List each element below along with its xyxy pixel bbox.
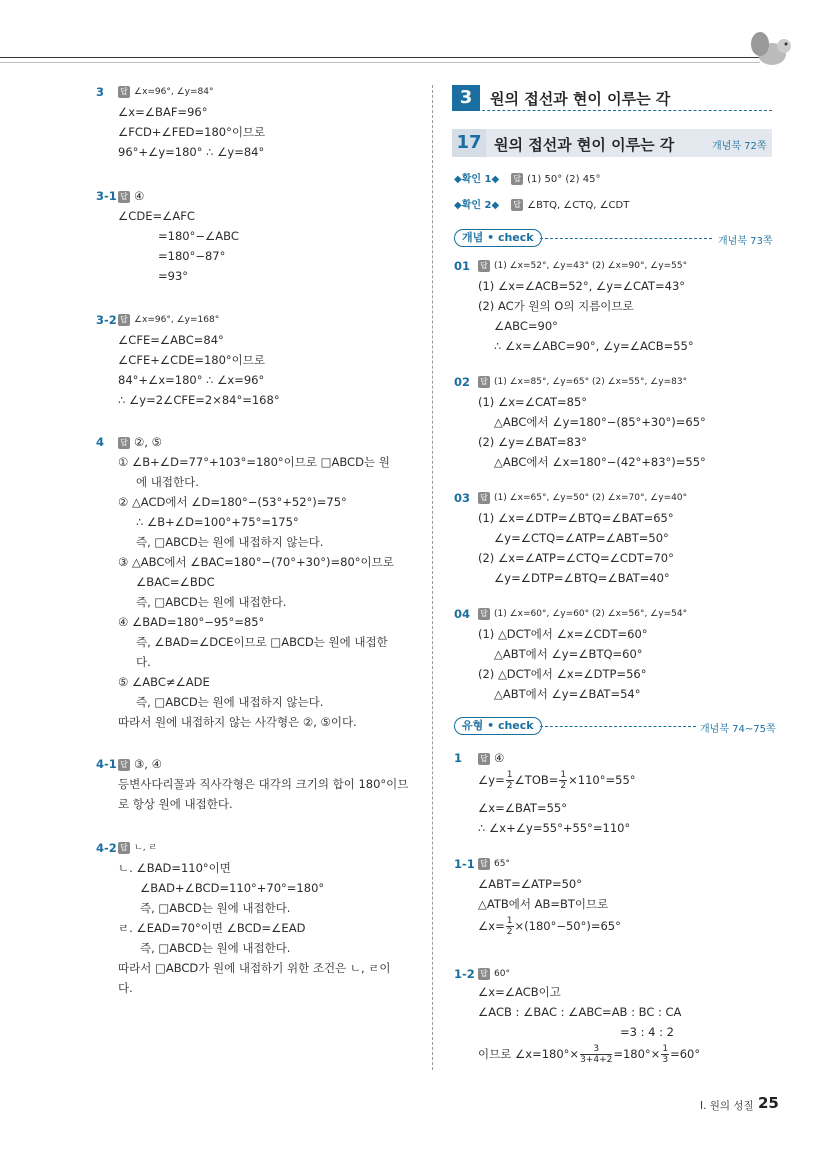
line-text: ∠y=∠DTP=∠BTQ=∠BAT=40° <box>494 571 670 585</box>
column-divider <box>432 85 434 1070</box>
left-text-line <box>118 372 264 388</box>
line-text: 즉, □ABCD는 원에 내접한다. <box>136 595 287 609</box>
left-text-line <box>140 900 290 916</box>
left-text-line <box>140 940 290 956</box>
confirm-text: ∠BTQ, ∠CTQ, ∠CDT <box>527 200 630 211</box>
left-text-line <box>118 392 280 408</box>
left-problem-number <box>96 84 104 100</box>
line-text: (2) AC가 원의 O의 지름이므로 <box>478 299 634 313</box>
left-text-line <box>118 674 210 690</box>
line-text: △ATB에서 AB=BT이므로 <box>478 897 609 911</box>
line-text: 60° <box>494 969 510 979</box>
concept-check-rule <box>540 238 712 240</box>
left-text-line <box>136 534 323 550</box>
section-title: 원의 접선과 현이 이루는 각 <box>490 90 671 108</box>
type-check-rule <box>540 726 696 728</box>
right-text-line <box>478 856 510 872</box>
answer-badge-icon: 답 <box>118 86 130 98</box>
left-text-line <box>118 860 231 876</box>
line-text: ㄴ, ㄹ <box>134 843 158 853</box>
left-text-line <box>118 144 264 160</box>
left-text-line <box>136 574 215 590</box>
line-text: (1) ∠x=65°, ∠y=50° (2) ∠x=70°, ∠y=40° <box>494 493 688 503</box>
line-text: △ABT에서 ∠y=∠BTQ=60° <box>494 647 643 661</box>
right-text-line <box>478 374 687 390</box>
concept-check-label: 개념 • check <box>454 229 542 247</box>
line-text: 다. <box>118 981 133 995</box>
answer-badge-icon: 답 <box>478 376 490 388</box>
line-text: (1) ∠x=52°, ∠y=43° (2) ∠x=90°, ∠y=55° <box>494 261 688 271</box>
type-check-ref: 개념북 74~75쪽 <box>700 724 776 735</box>
left-problem-number <box>96 840 117 856</box>
right-text-line <box>478 666 646 682</box>
topic-ref: 개념북 72쪽 <box>712 141 767 152</box>
line-text: =180°−87° <box>158 249 226 263</box>
line-text: ② △ACD에서 ∠D=180°−(53°+52°)=75° <box>118 495 347 509</box>
right-problem-number <box>454 966 475 982</box>
answer-badge-icon: 답 <box>478 968 490 980</box>
line-text: ③ △ABC에서 ∠BAC=180°−(70°+30°)=80°이므로 <box>118 555 394 569</box>
confirm-label: ◆확인 1◆ <box>454 174 500 185</box>
right-text-line <box>478 750 504 766</box>
left-text-line <box>118 796 233 812</box>
answer-badge-icon: 답 <box>478 260 490 272</box>
right-problem-number <box>454 374 470 390</box>
line-text: (1) ∠x=60°, ∠y=60° (2) ∠x=56°, ∠y=54° <box>494 609 688 619</box>
squirrel-icon <box>742 30 800 70</box>
line-text: ∴ ∠x+∠y=55°+55°=110° <box>478 821 631 835</box>
line-text: ④ ∠BAD=180°−95°=85° <box>118 615 265 629</box>
answer-badge-icon: 답 <box>511 199 523 211</box>
right-problem-number <box>454 750 462 766</box>
line-text: 다. <box>136 655 151 669</box>
topic-number: 17 <box>452 129 486 157</box>
line-text: ∠y=∠CTQ=∠ATP=∠ABT=50° <box>494 531 669 545</box>
line-text: 즉, □ABCD는 원에 내접하지 않는다. <box>136 695 324 709</box>
answer-badge-icon: 답 <box>478 858 490 870</box>
left-text-line <box>118 352 265 368</box>
right-text-line <box>478 258 687 274</box>
line-text: 4 <box>96 435 105 449</box>
right-text-line <box>620 1024 674 1040</box>
line-text: ∴ ∠y=2∠CFE=2×84°=168° <box>118 393 280 407</box>
line-text: 에 내접한다. <box>136 475 199 489</box>
left-text-line <box>118 494 347 510</box>
answer-badge-icon: 답 <box>478 753 490 765</box>
line-text: 03 <box>454 491 471 505</box>
line-text: ④ <box>494 751 505 765</box>
concept-check-ref: 개념북 73쪽 <box>718 236 773 247</box>
fraction-line-last: 이므로 ∠x=180°× $\frac{3}{3+4+2}$ =180°× $\frac{1}{3}$ =60° <box>478 1044 701 1065</box>
line-text: ∠ACB : ∠BAC : ∠ABC=AB : BC : CA <box>478 1005 682 1019</box>
left-text-line <box>118 554 394 570</box>
line-text: △ABT에서 ∠y=∠BAT=54° <box>494 687 641 701</box>
line-text: ∠BAD+∠BCD=110°+70°=180° <box>140 881 325 895</box>
left-text-line <box>118 104 207 120</box>
left-text-line <box>118 960 391 976</box>
line-text: =180°−∠ABC <box>158 229 239 243</box>
section-underline <box>452 110 772 112</box>
line-text: ∠ABC=90° <box>494 319 558 333</box>
line-text: 1 <box>454 751 463 765</box>
line-text: ∠x=∠ACB이고 <box>478 985 561 999</box>
left-text-line <box>118 312 219 328</box>
line-text: ②, ⑤ <box>134 435 162 449</box>
left-text-line <box>118 124 265 140</box>
left-text-line <box>158 268 188 284</box>
line-text: (2) ∠y=∠BAT=83° <box>478 435 587 449</box>
line-text: (1) ∠x=∠DTP=∠BTQ=∠BAT=65° <box>478 511 674 525</box>
line-text: (2) △DCT에서 ∠x=∠DTP=56° <box>478 667 647 681</box>
left-text-line <box>136 514 299 530</box>
right-text-line <box>478 490 687 506</box>
left-text-line <box>136 634 388 650</box>
line-text: ∠BAC=∠BDC <box>136 575 215 589</box>
line-text: ∠ABT=∠ATP=50° <box>478 877 582 891</box>
line-text: 즉, □ABCD는 원에 내접한다. <box>140 901 291 915</box>
line-text: 3-2 <box>96 313 117 327</box>
left-text-line <box>118 208 195 224</box>
right-problem-number <box>454 856 475 872</box>
left-text-line <box>158 248 225 264</box>
line-text: ⑤ ∠ABC≠∠ADE <box>118 675 210 689</box>
right-text-line <box>494 318 558 334</box>
line-text: ∴ ∠B+∠D=100°+75°=175° <box>136 515 299 529</box>
line-text: 3 <box>96 85 105 99</box>
line-text: 04 <box>454 607 471 621</box>
right-text-line <box>478 278 685 294</box>
answer-badge-icon: 답 <box>478 608 490 620</box>
line-text: ∠CFE=∠ABC=84° <box>118 333 224 347</box>
left-text-line <box>136 694 323 710</box>
line-text: (1) ∠x=∠CAT=85° <box>478 395 588 409</box>
type-check-label: 유형 • check <box>454 717 542 735</box>
section-number: 3 <box>452 85 480 111</box>
line-text: 4-1 <box>96 757 117 771</box>
line-text: 1-1 <box>454 857 475 871</box>
header-rule <box>0 57 760 58</box>
line-text: ㄴ. ∠BAD=110°이면 <box>118 861 231 875</box>
confirm-row <box>454 196 629 214</box>
fraction-line-x11: ∠x= $\frac{1}{2}$ ×(180°−50°)=65° <box>478 916 621 937</box>
right-text-line <box>478 984 561 1000</box>
topic-title: 원의 접선과 현이 이루는 각 <box>494 136 675 154</box>
left-text-line <box>118 776 408 792</box>
line-text: (1) △DCT에서 ∠x=∠CDT=60° <box>478 627 648 641</box>
right-text-line <box>494 338 694 354</box>
footer-chapter: Ⅰ. 원의 성질 <box>700 1100 754 1112</box>
line-text: 즉, □ABCD는 원에 내접하지 않는다. <box>136 535 324 549</box>
line-text: 3-1 <box>96 189 117 203</box>
confirm-label: ◆확인 2◆ <box>454 200 500 211</box>
line-text: △ABC에서 ∠x=180°−(42°+83°)=55° <box>494 455 706 469</box>
right-text-line <box>478 394 587 410</box>
left-text-line <box>118 756 162 772</box>
line-text: ∠x=∠BAF=96° <box>118 105 208 119</box>
line-text: 96°+∠y=180° ∴ ∠y=84° <box>118 145 265 159</box>
right-text-line <box>494 570 670 586</box>
left-problem-number <box>96 312 117 328</box>
left-text-line <box>136 594 286 610</box>
line-text: ∠x=96°, ∠y=168° <box>134 315 220 325</box>
line-text: ① ∠B+∠D=77°+103°=180°이므로 □ABCD는 원 <box>118 455 390 469</box>
left-text-line <box>118 332 224 348</box>
answer-badge-icon: 답 <box>511 173 523 185</box>
right-text-line <box>478 434 587 450</box>
right-text-line <box>478 896 608 912</box>
answer-badge-icon: 답 <box>118 437 130 449</box>
line-text: 65° <box>494 859 510 869</box>
right-text-line <box>478 876 582 892</box>
right-text-line <box>478 626 648 642</box>
answer-badge-icon: 답 <box>118 842 130 854</box>
answer-badge-icon: 답 <box>478 492 490 504</box>
right-problem-number <box>454 490 470 506</box>
right-text-line <box>478 820 630 836</box>
line-text: ∠x=96°, ∠y=84° <box>134 87 214 97</box>
line-text: ㄹ. ∠EAD=70°이면 ∠BCD=∠EAD <box>118 921 306 935</box>
line-text: (2) ∠x=∠ATP=∠CTQ=∠CDT=70° <box>478 551 674 565</box>
right-text-line <box>494 646 643 662</box>
left-text-line <box>136 654 151 670</box>
line-text: 02 <box>454 375 471 389</box>
line-text: =3 : 4 : 2 <box>620 1025 674 1039</box>
left-text-line <box>136 474 199 490</box>
right-problem-number <box>454 258 470 274</box>
confirm-text: (1) 50° (2) 45° <box>527 174 601 185</box>
answer-badge-icon: 답 <box>118 191 130 203</box>
line-text: ③, ④ <box>134 757 162 771</box>
left-text-line <box>118 714 357 730</box>
left-text-line <box>118 840 157 856</box>
right-problem-number <box>454 606 470 622</box>
right-text-line <box>494 686 640 702</box>
fraction-line-ty: ∠y= $\frac{1}{2}$ ∠TOB= $\frac{1}{2}$ ×110°=55° <box>478 770 636 791</box>
line-text: 즉, □ABCD는 원에 내접한다. <box>140 941 291 955</box>
answer-badge-icon: 답 <box>118 314 130 326</box>
left-problem-number <box>96 756 117 772</box>
left-text-line <box>118 434 162 450</box>
line-text: ∠CDE=∠AFC <box>118 209 195 223</box>
left-text-line <box>118 614 264 630</box>
left-text-line <box>118 84 214 100</box>
right-text-line <box>494 414 706 430</box>
line-text: 즉, ∠BAD=∠DCE이므로 □ABCD는 원에 내접한 <box>136 635 388 649</box>
line-text: ∠FCD+∠FED=180°이므로 <box>118 125 266 139</box>
header-rule-thin <box>0 62 760 63</box>
left-text-line <box>118 980 133 996</box>
line-text: 등변사다리꼴과 직사각형은 대각의 크기의 합이 180°이므 <box>118 777 409 791</box>
line-text: 1-2 <box>454 967 475 981</box>
right-text-line <box>478 966 510 982</box>
line-text: ∴ ∠x=∠ABC=90°, ∠y=∠ACB=55° <box>494 339 694 353</box>
line-text: =93° <box>158 269 189 283</box>
line-text: ∠CFE+∠CDE=180°이므로 <box>118 353 265 367</box>
line-text: 따라서 □ABCD가 원에 내접하기 위한 조건은 ㄴ, ㄹ이 <box>118 961 391 975</box>
line-text: △ABC에서 ∠y=180°−(85°+30°)=65° <box>494 415 706 429</box>
line-text: 따라서 원에 내접하지 않는 사각형은 ②, ⑤이다. <box>118 715 357 729</box>
left-text-line <box>118 920 305 936</box>
line-text: (1) ∠x=∠ACB=52°, ∠y=∠CAT=43° <box>478 279 686 293</box>
left-problem-number <box>96 434 104 450</box>
right-text-line <box>478 510 674 526</box>
confirm-row <box>454 170 600 188</box>
left-text-line <box>118 188 144 204</box>
left-text-line <box>118 454 390 470</box>
right-text-line <box>478 606 687 622</box>
right-text-line <box>494 454 706 470</box>
line-text: ∠x=∠BAT=55° <box>478 801 567 815</box>
line-text: 01 <box>454 259 471 273</box>
left-text-line <box>140 880 324 896</box>
line-text: 84°+∠x=180° ∴ ∠x=96° <box>118 373 265 387</box>
left-text-line <box>158 228 239 244</box>
line-text: 4-2 <box>96 841 117 855</box>
line-text: ④ <box>134 189 145 203</box>
line-text: (1) ∠x=85°, ∠y=65° (2) ∠x=55°, ∠y=83° <box>494 377 688 387</box>
right-text-line <box>494 530 669 546</box>
right-text-line <box>478 298 634 314</box>
footer-page-number: 25 <box>758 1094 779 1112</box>
line-text: 로 항상 원에 내접한다. <box>118 797 233 811</box>
left-problem-number <box>96 188 117 204</box>
right-text-line <box>478 1004 681 1020</box>
right-text-line <box>478 800 567 816</box>
right-text-line <box>478 550 674 566</box>
answer-badge-icon: 답 <box>118 759 130 771</box>
